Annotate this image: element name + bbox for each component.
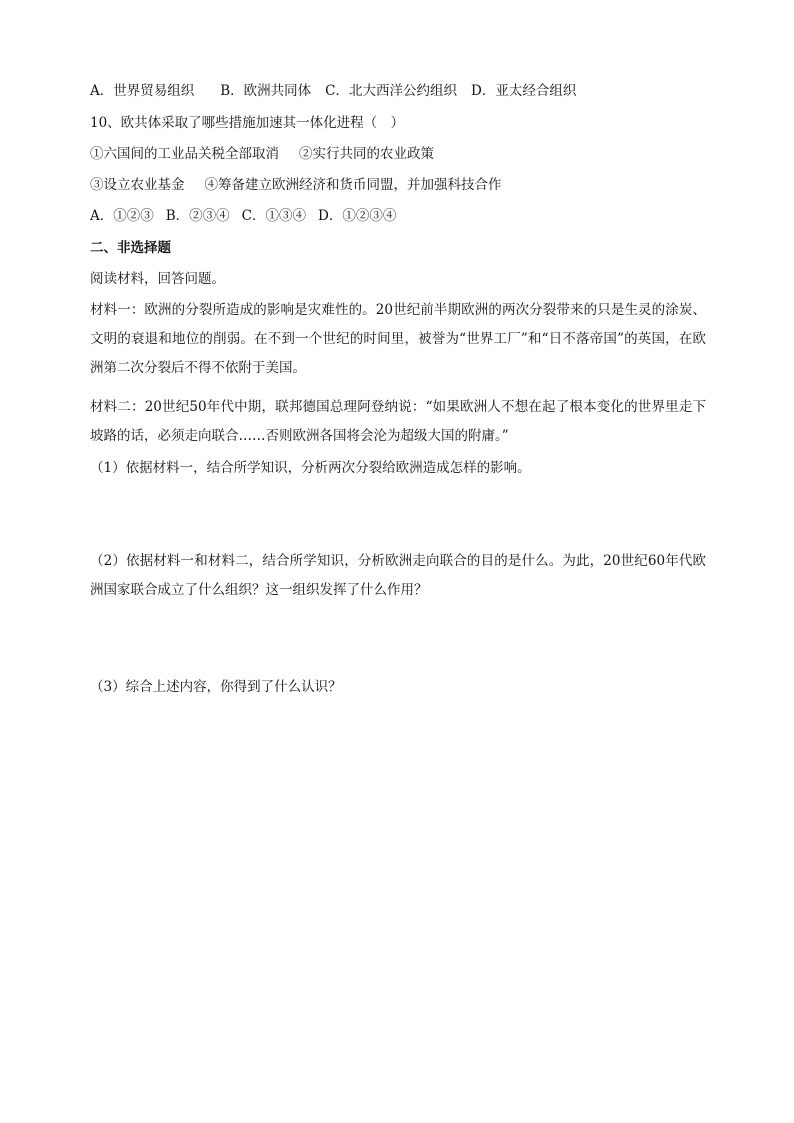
q10-option-c: C．①③④ [241, 208, 307, 224]
q10-stem: 10、欧共体采取了哪些措施加速其一体化进程（ ） [90, 115, 405, 131]
q10-option-b: B．②③④ [165, 208, 230, 224]
question-1: （1）依据材料一，结合所学知识，分析两次分裂给欧洲造成怎样的影响。 [90, 460, 531, 476]
q10-item-1: ①六国间的工业品关税全部取消 [90, 146, 279, 162]
q10-option-a: A．①②③ [90, 208, 154, 224]
q9-option-b: B．欧洲共同体 [220, 83, 312, 99]
question-2: （2）依据材料一和材料二，结合所学知识，分析欧洲走向联合的目的是什么。为此，20世纪60年代欧洲国家联合成立了什么组织？这一组织发挥了什么作用？ [90, 553, 706, 598]
q10-item-2: ②实行共同的农业政策 [299, 146, 434, 162]
q10-items-row-1 [90, 144, 704, 164]
section-title: 二、非选择题 [90, 240, 171, 256]
q10-item-4: ④筹备建立欧洲经济和货币同盟，并加强科技合作 [204, 177, 502, 193]
q9-option-c: C．北大西洋公约组织 [325, 83, 458, 99]
question-3: （3）综合上述内容，你得到了什么认识？ [90, 679, 342, 695]
q9-option-d: D．亚太经合组织 [471, 83, 577, 99]
q10-items-row-2 [90, 175, 704, 195]
q10-options-row [90, 206, 704, 226]
q10-option-d: D．①②③④ [318, 208, 397, 224]
section-instruction: 阅读材料，回答问题。 [90, 271, 225, 287]
q9-option-a: A．世界贸易组织 [90, 83, 195, 99]
material-two: 材料二：20世纪50年代中期，联邦德国总理阿登纳说：“如果欧洲人不想在起了根本变化的世界里走下坡路的话，必须走向联合……否则欧洲各国将会沦为超级大国的附庸。” [90, 399, 706, 444]
material-one: 材料一：欧洲的分裂所造成的影响是灾难性的。20世纪前半期欧洲的两次分裂带来的只是生灵的涂炭、文明的衰退和地位的削弱。在不到一个世纪的时间里，被誉为“世界工厂”和“日不落帝国”的英国，在欧洲第二次分裂后不得不依附于美国。 [90, 302, 706, 376]
q9-options-row [90, 81, 704, 101]
q10-item-3: ③设立农业基金 [90, 177, 185, 193]
